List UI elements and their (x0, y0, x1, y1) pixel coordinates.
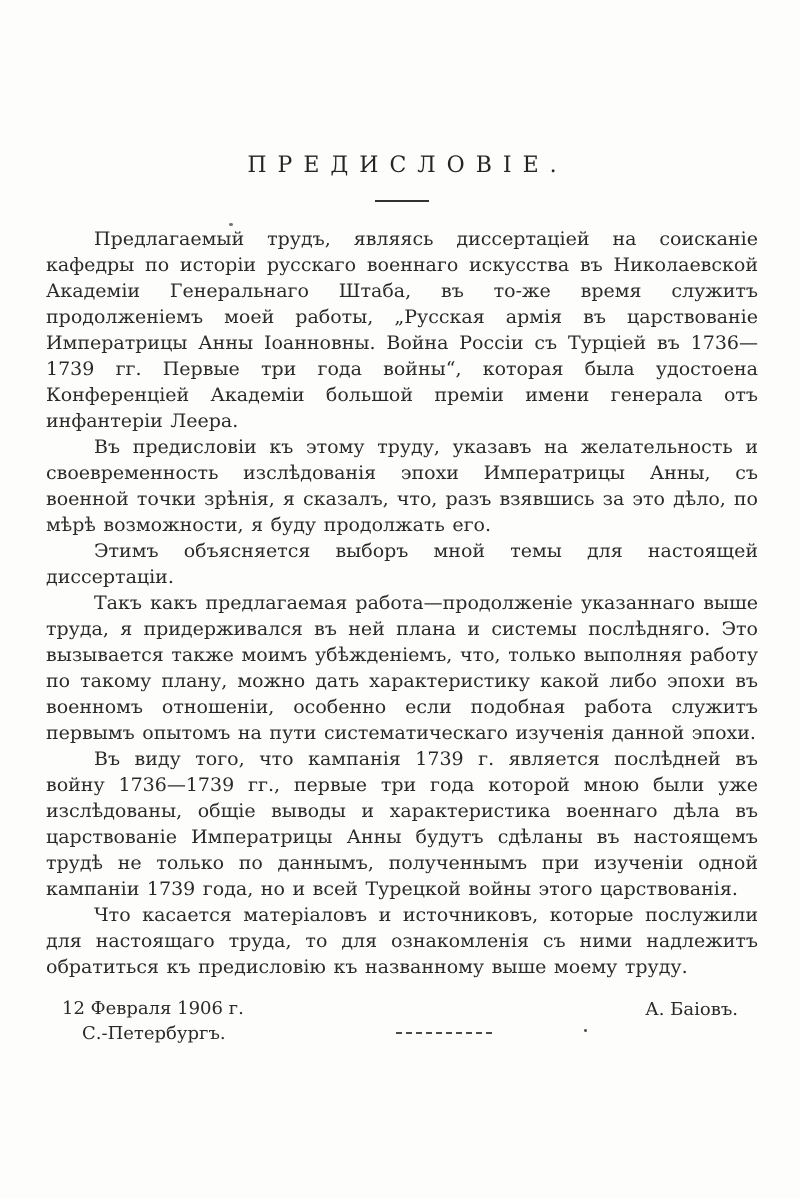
paragraph: Что касается матеріаловъ и источниковъ, которые послужили для настоящаго труда, то для ознакомленія съ ними надлежитъ обратиться къ предисловію къ названному выше моему труду. (46, 904, 758, 978)
ink-speck (229, 223, 233, 226)
ink-dot (584, 1029, 587, 1032)
footer-center (244, 996, 645, 1048)
paragraph: Этимъ объясняется выборъ мной темы для настоящей диссертаціи. (46, 540, 758, 588)
paragraph: Въ предисловіи къ этому труду, указавъ на желательность и своевременность изслѣдованія эпохи Императрицы Анны, съ военной точки зрѣнія, я сказалъ, что, разъ взявшись за это дѣло, по мѣрѣ возможности, я буду продолжать его. (46, 436, 758, 536)
footer (0, 996, 800, 1048)
paragraph: Такъ какъ предлагаемая работа—продолженіе указаннаго выше труда, я придерживался въ ней плана и системы послѣдняго. Это вызывается также моимъ убѣжденіемъ, что, только выполняя работу по такому плану, можно дать характеристику какой либо эпохи въ военномъ отношеніи, особенно если подобная работа служитъ первымъ опытомъ на пути систематическаго изученія данной эпохи. (46, 592, 758, 744)
title-divider (375, 200, 429, 202)
paragraph: Въ виду того, что кампанія 1739 г. является послѣдней въ войну 1736—1739 гг., первые три года которой мною были уже изслѣдованы, общіе выводы и характеристика военнаго дѣла въ царствованіе Императрицы Анны будутъ сдѣланы въ настоящемъ трудѣ не только по даннымъ, полученнымъ при изученіи одной кампаніи 1739 года, но и всей Турецкой войны этого царствованія. (46, 748, 758, 900)
date-line: 12 Февраля 1906 г. (62, 998, 244, 1019)
page-title: ПРЕДИСЛОВІЕ. (247, 153, 568, 178)
paragraph: Предлагаемый трудъ, являясь диссертаціей на соисканіе кафедры по исторіи русскаго военнаго искусства въ Николаевской Академіи Генеральнаго Штаба, въ то-же время служитъ продолженіемъ моей работы, „Русская армія въ царствованіе Императрицы Анны Іоанновны. Война Россіи съ Турціей въ 1736—1739 гг. Первые три года войны“, которая была удостоена Конференціей Академіи большой преміи имени генерала отъ инфантеріи Леера. (46, 228, 758, 432)
place-line: С.-Петербургъ. (82, 1023, 226, 1044)
end-divider (396, 1032, 492, 1034)
footer-date-block (62, 996, 244, 1046)
author-signature: А. Баіовъ. (645, 999, 738, 1020)
